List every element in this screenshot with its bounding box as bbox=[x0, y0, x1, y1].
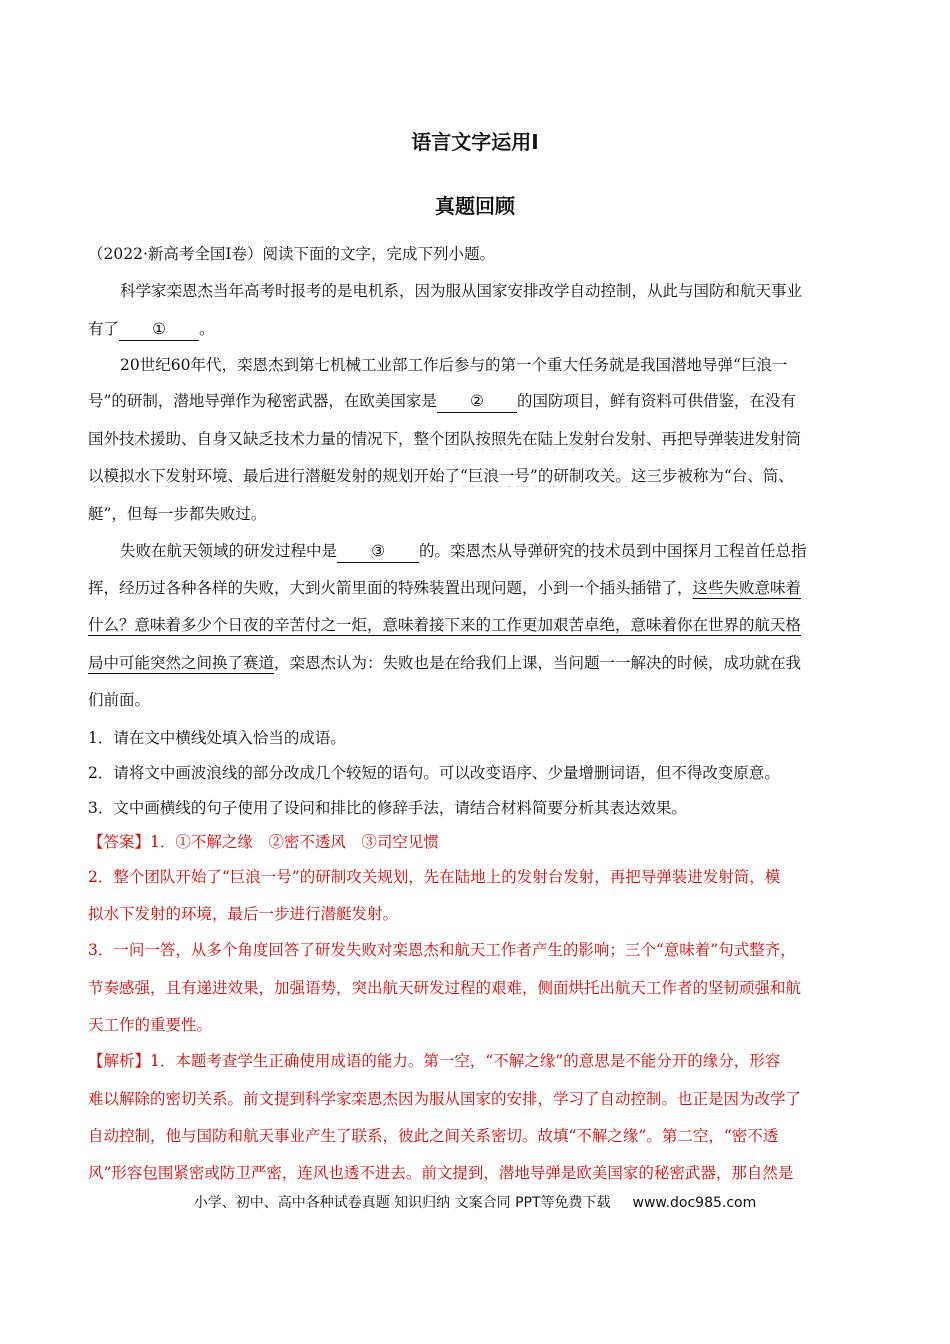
answer-line: 拟水下发射的环境，最后一步进行潜艇发射。 bbox=[88, 905, 399, 923]
wavy-underline-text: 以模拟水下发射环境、最后进行潜艇发射的规划开始了“巨浪一号”的研制攻关。 bbox=[88, 467, 631, 485]
passage-line: 失败在航天领域的研发过程中是 ③ 的。栾恩杰从导弹研究的技术员到中国探月工程首任总指 bbox=[120, 540, 878, 563]
question-1: 1．请在文中横线处填入恰当的成语。 bbox=[88, 729, 346, 747]
wavy-underline-text: 整个团队按照先在陆上发射台发射、再把导弹装进发射筒 bbox=[413, 430, 802, 448]
answer-line: 2．整个团队开始了“巨浪一号”的研制攻关规划，先在陆地上的发射台发射，再把导弹装进发射筒，模 bbox=[88, 868, 781, 886]
passage-line: 20世纪60年代，栾恩杰到第七机械工业部工作后参与的第一个重大任务就是我国潜地导弹“巨浪一 bbox=[120, 356, 788, 374]
passage-line: 以模拟水下发射环境、最后进行潜艇发射的规划开始了“巨浪一号”的研制攻关。这三步被称为“台、筒、 bbox=[88, 467, 794, 485]
underlined-text: 什么？意味着多少个日夜的辛苦付之一炬，意味着接下来的工作更加艰苦卓绝，意味着你在世界的航天格 bbox=[88, 616, 802, 634]
blank-2: ② bbox=[437, 390, 517, 413]
passage-line bbox=[88, 614, 878, 636]
footer-text: 小学、初中、高中各种试卷真题 知识归纳 文案合同 PPT等免费下载 bbox=[193, 1195, 611, 1211]
section-title: 真题回顾 bbox=[435, 194, 515, 218]
analysis-line: 难以解除的密切关系。前文提到科学家栾恩杰因为服从国家的安排，学习了自动控制。也正是因为改学了 bbox=[88, 1090, 802, 1108]
passage-line: 们前面。 bbox=[88, 691, 151, 709]
analysis-line: 【解析】1．本题考查学生正确使用成语的能力。第一空，“不解之缘”的意思是不能分开的缘分，形容 bbox=[88, 1052, 781, 1070]
passage-line: 科学家栾恩杰当年高考时报考的是电机系，因为服从国家安排改学自动控制，从此与国防和航天事业 bbox=[120, 282, 803, 300]
underlined-text: 这些失败意味着 bbox=[692, 579, 802, 597]
passage-line: 挥，经历过各种各样的失败，大到火箭里面的特殊装置出现问题，小到一个插头插错了，这些失败意味着 bbox=[88, 579, 802, 597]
question-3: 3．文中画横线的句子使用了设问和排比的修辞手法，请结合材料简要分析其表达效果。 bbox=[88, 799, 687, 817]
question-2: 2．请将文中画波浪线的部分改成几个较短的语句。可以改变语序、少量增删词语，但不得改变原意。 bbox=[88, 764, 780, 782]
answer-line: 3．一问一答，从多个角度回答了研发失败对栾恩杰和航天工作者产生的影响；三个“意味着”句式整齐， bbox=[88, 941, 796, 959]
blank-1: ① bbox=[119, 318, 199, 341]
answer-line: 【答案】1．①不解之缘 ②密不透风 ③司空见惯 bbox=[88, 833, 439, 851]
passage-line: 艇”，但每一步都失败过。 bbox=[88, 505, 267, 523]
analysis-line: 风”形容包围紧密或防卫严密，连风也透不进去。前文提到，潜地导弹是欧美国家的秘密武器，那自然是 bbox=[88, 1164, 794, 1182]
page-footer bbox=[0, 1192, 950, 1212]
passage-line: 局中可能突然之间换了赛道，栾恩杰认为：失败也是在给我们上课，当问题一一解决的时候，成功就在我 bbox=[88, 654, 802, 672]
answer-line: 节奏感强，且有递进效果，加强语势，突出航天研发过程的艰难，侧面烘托出航天工作者的坚韧顽强和航 bbox=[88, 979, 802, 997]
page-title: 语言文字运用Ⅰ bbox=[411, 130, 539, 154]
footer-link[interactable]: www.doc985.com bbox=[632, 1195, 757, 1211]
analysis-line: 自动控制，他与国防和航天事业产生了联系，彼此之间关系密切。故填“不解之缘”。第二空，“密不透 bbox=[88, 1127, 779, 1145]
intro-line: （2022·新高考全国Ⅰ卷）阅读下面的文字，完成下列小题。 bbox=[88, 245, 495, 263]
blank-3: ③ bbox=[337, 540, 419, 563]
passage-line: 号”的研制，潜地导弹作为秘密武器，在欧美国家是 ② 的国防项目，鲜有资料可供借鉴，在没有 bbox=[88, 390, 878, 413]
underlined-text: 局中可能突然之间换了赛道 bbox=[88, 654, 275, 672]
passage-line: 国外技术援助、自身又缺乏技术力量的情况下，整个团队按照先在陆上发射台发射、再把导弹装进发射筒 bbox=[88, 430, 802, 448]
passage-line: 有了 ① 。 bbox=[88, 318, 878, 341]
answer-line: 天工作的重要性。 bbox=[88, 1016, 213, 1034]
